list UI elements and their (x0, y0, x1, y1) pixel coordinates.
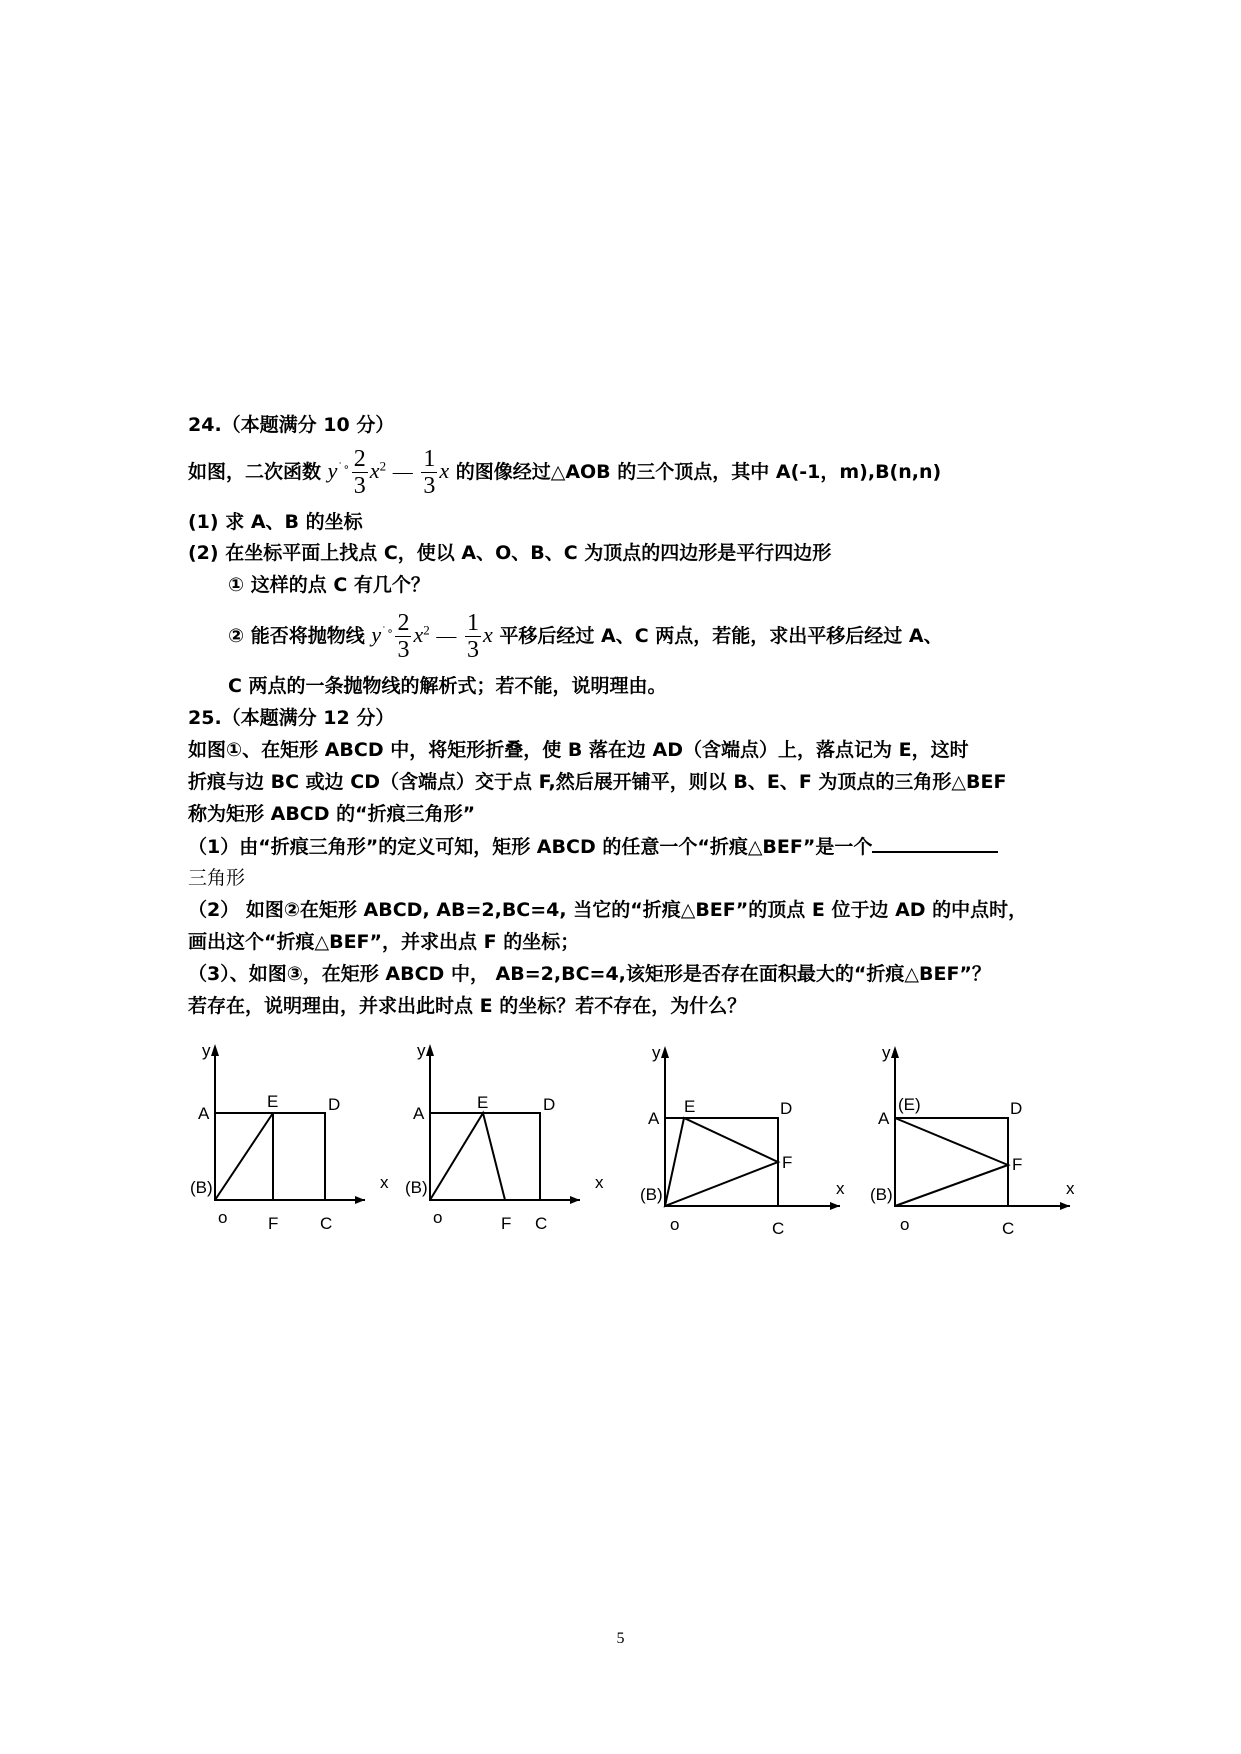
fig4-y-label: y (882, 1043, 891, 1062)
q24-intro (188, 446, 941, 499)
figure-2-svg (405, 1040, 615, 1240)
q24-heading: 24.（本题满分 10 分） (188, 414, 395, 436)
q25-line1: 如图①、在矩形 ABCD 中，将矩形折叠，使 B 落在边 AD（含端点）上，落点记为 E，这时 (188, 739, 969, 761)
fig1-x-label: x (380, 1173, 389, 1192)
fig3-b-label: (B) (640, 1185, 663, 1204)
q25-line2: 折痕与边 BC 或边 CD（含端点）交于点 F,然后展开铺平，则以 B、E、F 为顶点的三角形△BEF (188, 771, 1007, 793)
fig1-e-label: E (267, 1092, 279, 1111)
fig2-o-label: o (433, 1208, 443, 1227)
fig4-o-label: o (900, 1215, 910, 1234)
fig3-c-label: C (772, 1219, 785, 1238)
fig4-d-label: D (1010, 1099, 1023, 1118)
q24-part2-2: ② 能否将抛物线 y˙∘ $\frac{2}{3}$ $x^2$ — $\frac{1}{3}$ x 平移后经过 A、C 两点，若能，求出平移后经过 A、 (228, 610, 943, 663)
fig4-a-label: A (878, 1109, 890, 1128)
fig4-f-label: F (1012, 1155, 1023, 1174)
q24-formula: y˙∘ $\frac{2}{3}$ $x^2$ — $\frac{1}{3}$ x (327, 446, 450, 499)
fig1-c-label: C (320, 1214, 333, 1233)
q24-formula-2: y˙∘ $\frac{2}{3}$ $x^2$ — $\frac{1}{3}$ x (371, 610, 493, 663)
fig3-f-label: F (782, 1153, 793, 1172)
fig2-f-label: F (501, 1214, 512, 1233)
fig4-x-label: x (1066, 1179, 1075, 1198)
fig3-y-label: y (652, 1043, 661, 1062)
q24-part2-2-cont: C 两点的一条抛物线的解析式；若不能，说明理由。 (228, 675, 667, 697)
q24-part2-1: ① 这样的点 C 有几个？ (228, 574, 430, 596)
fig4-b-label: (B) (870, 1185, 893, 1204)
fig2-c-label: C (535, 1214, 548, 1233)
fig1-o-label: o (218, 1208, 228, 1227)
fig3-a-label: A (648, 1109, 660, 1128)
fig3-o-label: o (670, 1215, 680, 1234)
figure-4-svg (870, 1040, 1080, 1240)
fig2-a-label: A (413, 1104, 425, 1123)
answer-blank (872, 833, 998, 853)
q24-part1: (1) 求 A、B 的坐标 (188, 511, 363, 533)
fig1-y-label: y (202, 1041, 211, 1060)
q25-part3a: （3）、如图③，在矩形 ABCD 中， AB=2,BC=4,该矩形是否存在面积最大的“折痕△BEF”？ (188, 963, 991, 985)
figure-4 (870, 1040, 1080, 1244)
page-number: 5 (616, 1630, 625, 1647)
figure-3-svg (640, 1040, 850, 1240)
q25-part1: （1）由“折痕三角形”的定义可知，矩形 ABCD 的任意一个“折痕△BEF”是一个 (188, 833, 998, 860)
fig1-f-label: F (268, 1214, 279, 1233)
q25-part1-cont: 三角形 (188, 867, 246, 889)
q25-part2b: 画出这个“折痕△BEF”，并求出点 F 的坐标； (188, 931, 580, 953)
fig4-c-label: C (1002, 1219, 1015, 1238)
q24-intro-post: 的图像经过△AOB 的三个顶点，其中 A(-1，m),B(n,n) (455, 461, 942, 483)
fig1-b-label: (B) (190, 1178, 213, 1197)
fig2-e-label: E (477, 1093, 489, 1112)
fig2-y-label: y (417, 1041, 426, 1060)
q24-intro-pre: 如图，二次函数 (188, 461, 322, 483)
fig4-e-label: (E) (898, 1095, 921, 1114)
fig3-x-label: x (836, 1179, 845, 1198)
figure-3 (640, 1040, 850, 1244)
fig2-b-label: (B) (405, 1178, 428, 1197)
q25-heading: 25.（本题满分 12 分） (188, 707, 395, 729)
fig3-d-label: D (780, 1099, 793, 1118)
q25-part2a: （2） 如图②在矩形 ABCD, AB=2,BC=4, 当它的“折痕△BEF”的顶点 E 位于边 AD 的中点时， (188, 899, 1028, 921)
figure-1 (190, 1040, 400, 1244)
fig1-d-label: D (328, 1095, 341, 1114)
fig2-x-label: x (595, 1173, 604, 1192)
fig3-e-label: E (684, 1097, 696, 1116)
figure-1-svg (190, 1040, 400, 1240)
q25-line3: 称为矩形 ABCD 的“折痕三角形” (188, 803, 476, 825)
q25-part3b: 若存在，说明理由，并求出此时点 E 的坐标？若不存在，为什么？ (188, 995, 747, 1017)
fig2-d-label: D (543, 1095, 556, 1114)
fig1-a-label: A (198, 1104, 210, 1123)
q24-part2: (2) 在坐标平面上找点 C，使以 A、O、B、C 为顶点的四边形是平行四边形 (188, 542, 832, 564)
figure-2 (405, 1040, 615, 1244)
